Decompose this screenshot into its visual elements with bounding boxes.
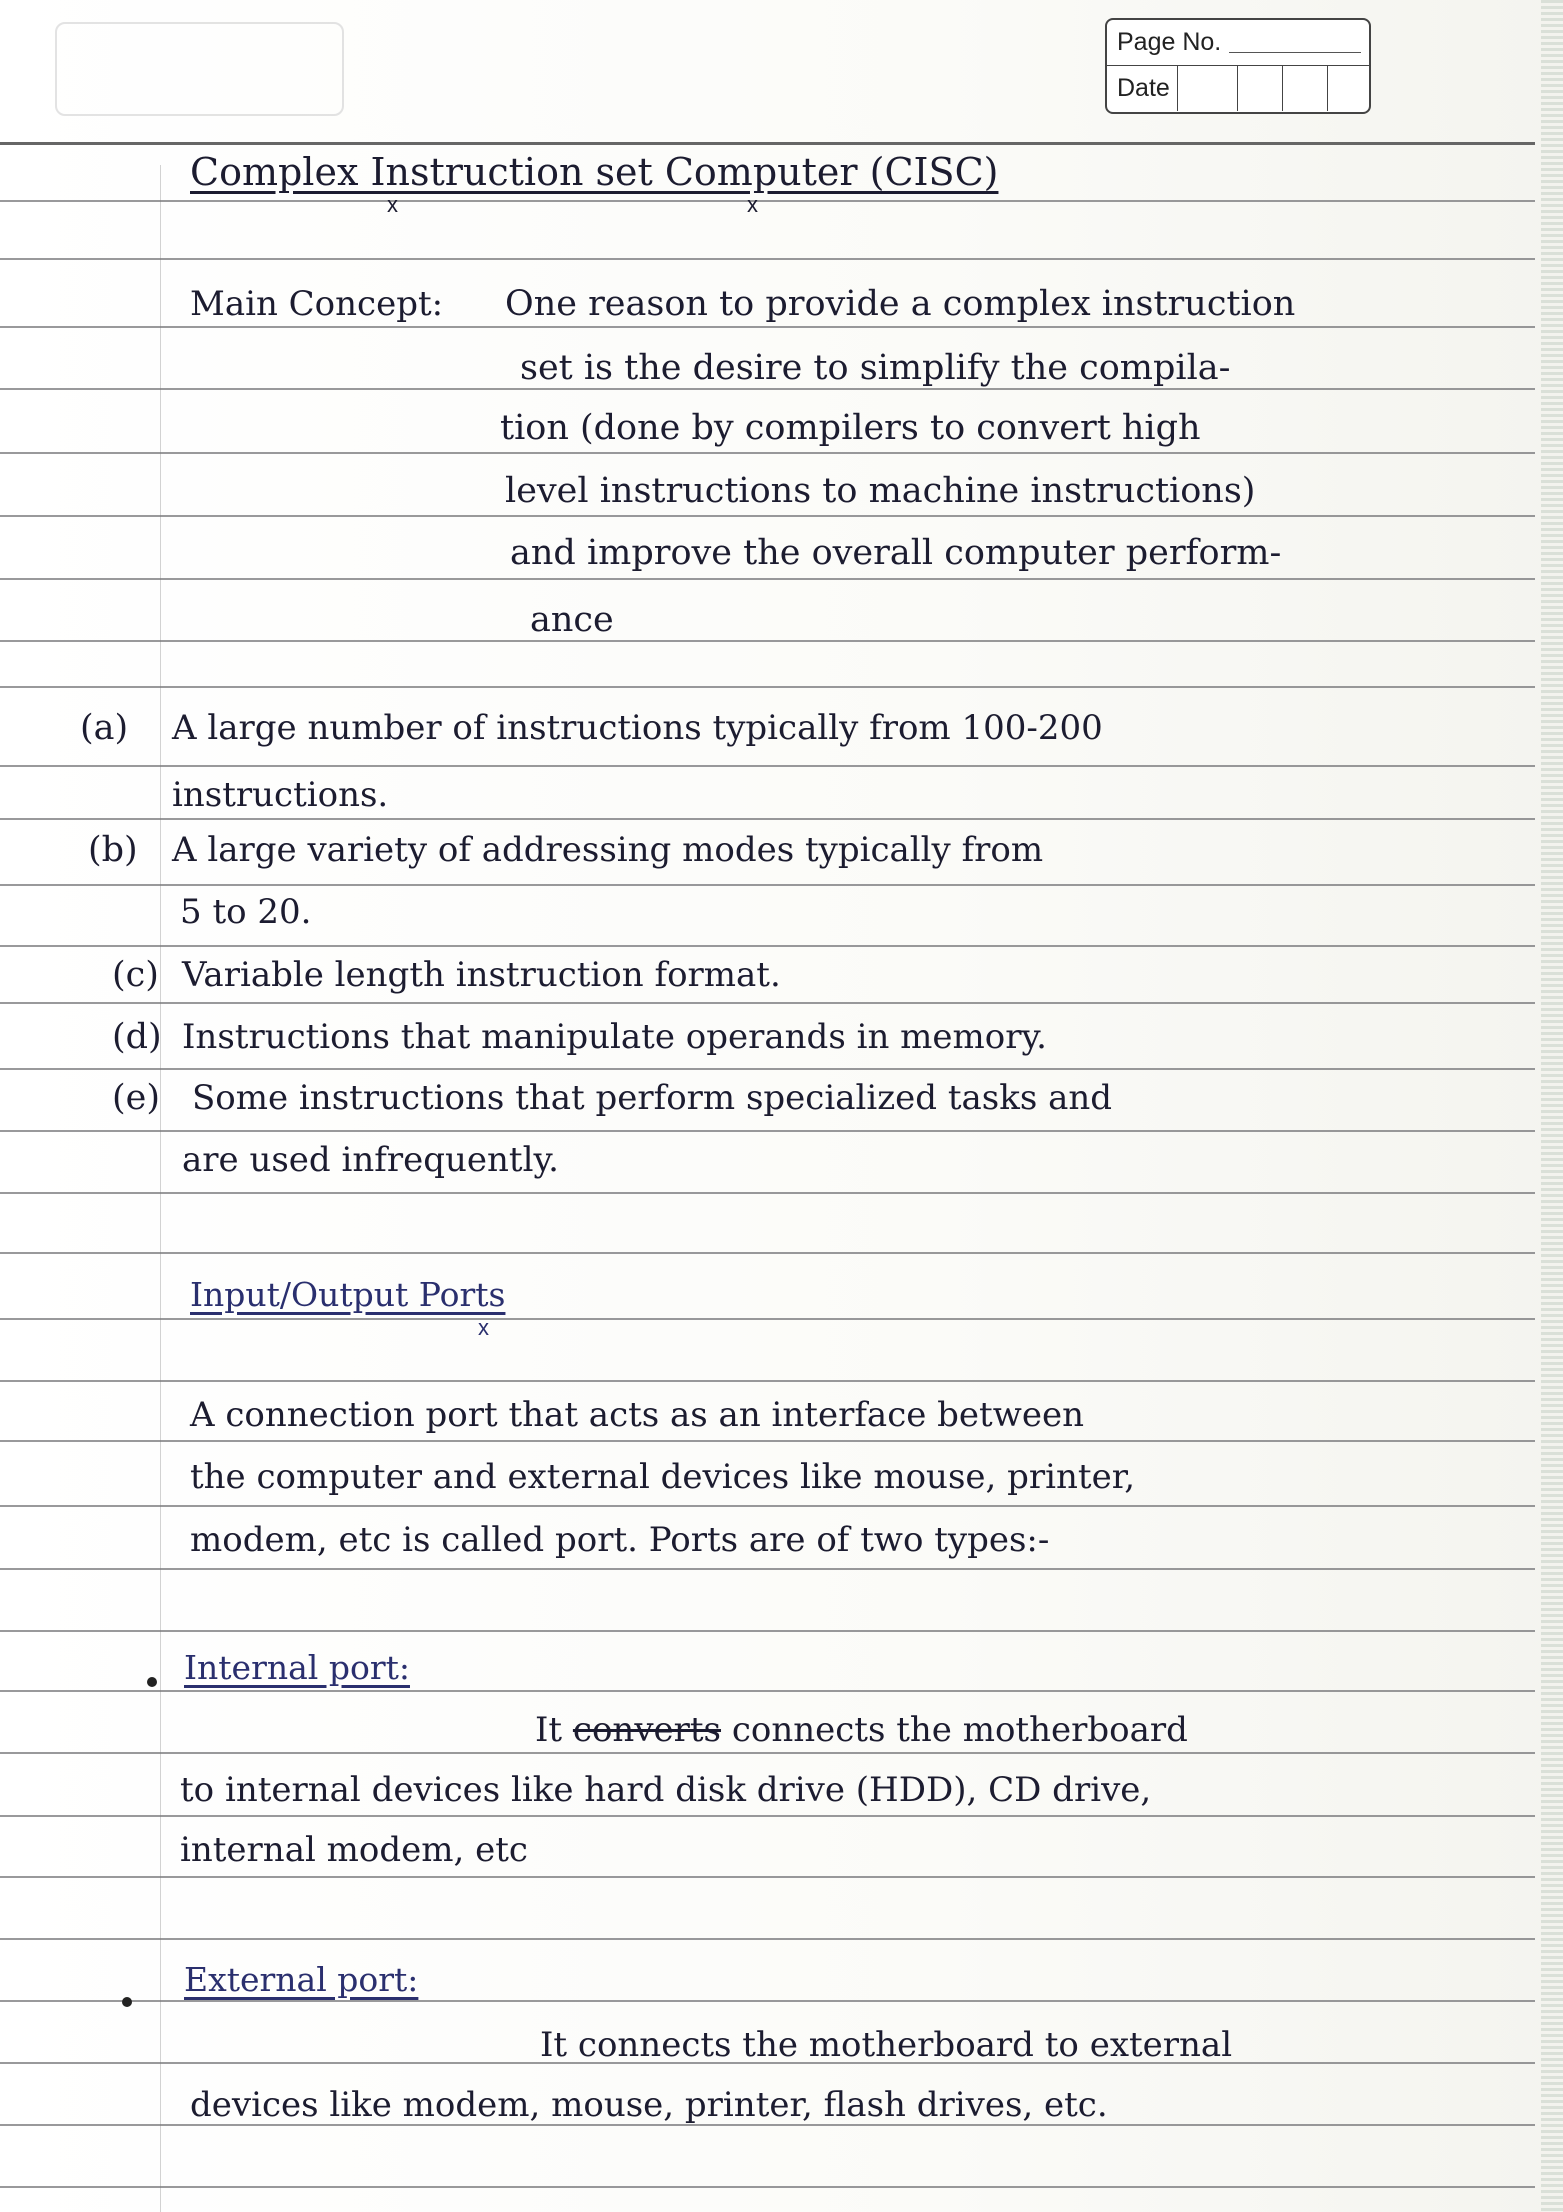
item-text: Some instructions that perform specialized tasks and [192,1078,1113,1118]
ruled-line [0,1002,1535,1004]
page-no-blank [1229,52,1361,53]
item-text: 5 to 20. [180,892,312,932]
ruled-line [0,818,1535,820]
main-concept-line: ance [530,600,614,640]
ruled-line [0,945,1535,947]
page-no-row [1107,20,1369,66]
main-concept-line: and improve the overall computer perform- [510,533,1282,573]
ruled-line [0,1192,1535,1194]
item-text: A large number of instructions typically from 100-200 [172,708,1103,748]
item-label: (e) [112,1078,161,1118]
date-label: Date [1117,74,1170,102]
ruled-line [0,1876,1535,1878]
ruled-line [0,640,1535,642]
item-label: (c) [112,955,159,995]
internal-port-line [535,1710,1188,1750]
main-concept-line: set is the desire to simplify the compila- [520,348,1231,388]
ruled-line [0,200,1535,202]
ruled-line [0,1938,1535,1940]
external-port-title: External port: [184,1960,419,1999]
bullet-point [122,1997,132,2007]
ruled-line [0,1130,1535,1132]
internal-port-title: Internal port: [184,1648,410,1687]
title-mark: x [747,192,758,217]
main-concept-line: level instructions to machine instructions) [505,471,1256,511]
external-port-line: devices like modem, mouse, printer, flash drives, etc. [190,2085,1108,2125]
item-text: A large variety of addressing modes typically from [172,830,1044,870]
main-concept-label: Main Concept: [190,284,444,324]
internal-port-start: It [535,1710,563,1750]
ruled-line [0,2000,1535,2002]
ruled-line [0,388,1535,390]
ruled-line [0,1568,1535,1570]
date-cell [1177,66,1178,111]
ruled-line [0,1630,1535,1632]
item-text: Instructions that manipulate operands in memory. [182,1017,1047,1057]
definition-line: modem, etc is called port. Ports are of two types:- [190,1520,1050,1560]
ruled-line [0,326,1535,328]
date-row [1107,66,1369,111]
item-text: Variable length instruction format. [182,955,781,995]
page-header-box [1105,18,1371,114]
ruled-line [0,686,1535,688]
page-edge-strip [1541,0,1563,2212]
bleed-through-header-box [55,22,344,116]
margin-line [160,165,161,2212]
item-label: (b) [88,830,138,870]
ruled-line [0,1752,1535,1754]
bullet-point [147,1677,157,1687]
page-title: Complex Instruction set Computer (CISC) [190,150,999,194]
main-concept-line: One reason to provide a complex instruction [505,284,1296,324]
internal-port-line: internal modem, etc [180,1830,528,1870]
ruled-line [0,2186,1535,2188]
page-no-label: Page No. [1117,28,1222,56]
ruled-line [0,142,1535,145]
ruled-line [0,578,1535,580]
title-mark: x [387,192,398,217]
ruled-line [0,258,1535,260]
external-port-line: It connects the motherboard to external [540,2025,1233,2065]
ruled-line [0,1440,1535,1442]
definition-line: the computer and external devices like mouse, printer, [190,1457,1136,1497]
ruled-line [0,1690,1535,1692]
item-label: (d) [112,1017,162,1057]
definition-line: A connection port that acts as an interface between [190,1395,1084,1435]
ruled-line [0,1252,1535,1254]
date-cell [1237,66,1238,111]
ruled-line [0,515,1535,517]
ruled-line [0,1505,1535,1507]
internal-port-end: connects the motherboard [731,1710,1188,1750]
ruled-line [0,1068,1535,1070]
item-label: (a) [80,708,129,748]
date-cell [1327,66,1328,111]
ruled-line [0,765,1535,767]
ruled-line [0,884,1535,886]
section-heading: Input/Output Ports [190,1275,506,1314]
item-text: instructions. [172,775,389,815]
date-cell [1282,66,1283,111]
ruled-line [0,1815,1535,1817]
ruled-line [0,1318,1535,1320]
internal-port-line: to internal devices like hard disk drive (HDD), CD drive, [180,1770,1152,1810]
struck-word: converts [572,1710,722,1750]
item-text: are used infrequently. [182,1140,559,1180]
ruled-line [0,1380,1535,1382]
main-concept-line: tion (done by compilers to convert high [500,408,1201,448]
ruled-line [0,452,1535,454]
heading-mark: x [478,1315,489,1340]
